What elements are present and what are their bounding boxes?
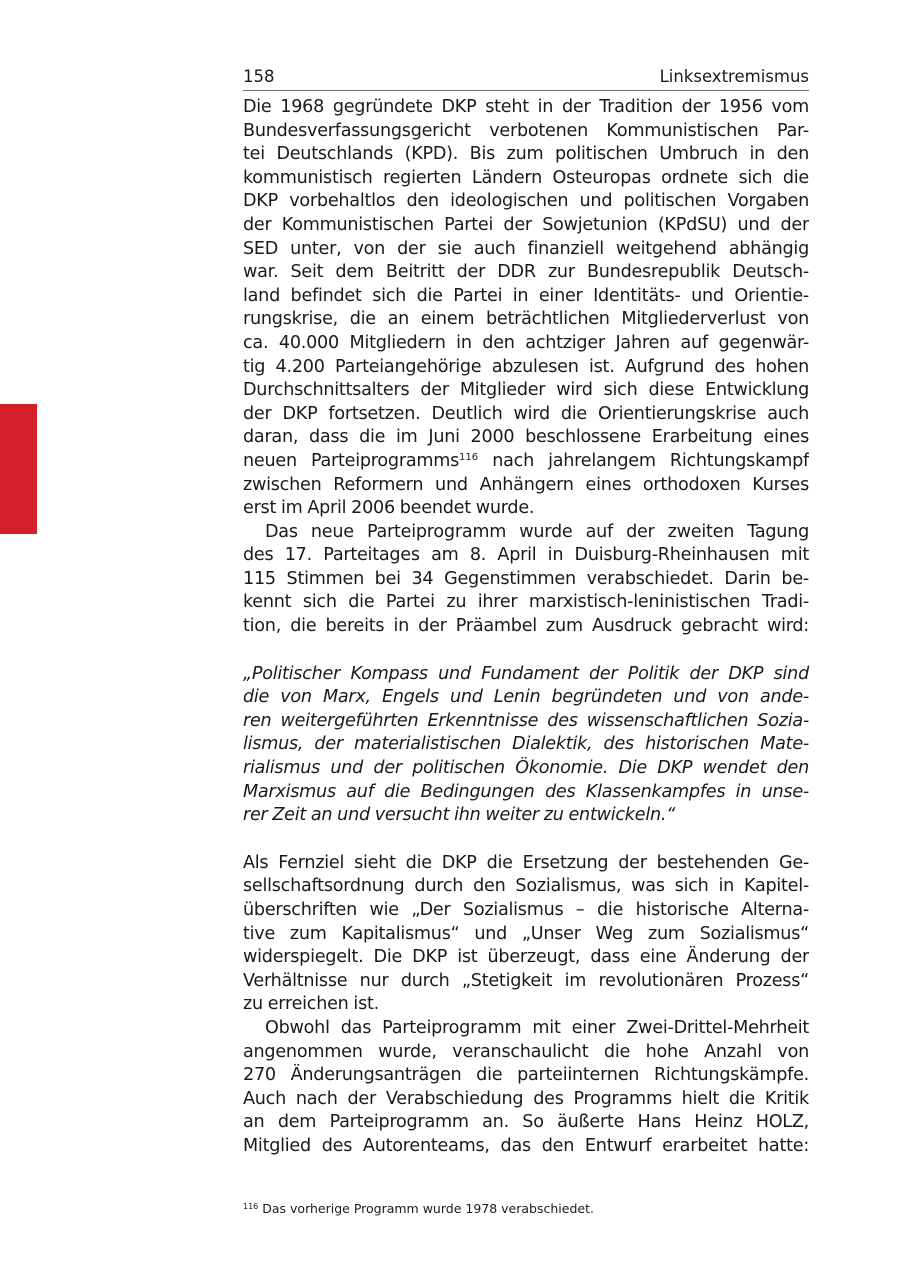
quote-line: ren weitergeführten Erkenntnisse des wissenschaftlichen Sozia- [243,710,809,731]
text-line: rungskrise, die an einem beträchtlichen Mitgliederverlust von [243,309,809,330]
text-line: an dem Parteiprogramm an. So äußerte Hans Heinz HOLZ, [243,1112,809,1133]
text-line: Durchschnittsalters der Mitglieder wird sich diese Entwicklung [243,380,809,401]
text-line: land befindet sich die Partei in einer Identitäts- und Orientie- [243,285,809,306]
paragraph-2 [243,521,809,639]
text-line: tive zum Kapitalismus“ und „Unser Weg zum Sozialismus“ [243,923,809,944]
quote-line: lismus, der materialistischen Dialektik, des historischen Mate- [243,734,809,755]
text-line: Obwohl das Parteiprogramm mit einer Zwei-Drittel-Mehrheit [265,1017,809,1038]
text-line: des 17. Parteitages am 8. April in Duisburg-Rheinhausen mit [243,545,809,566]
text-line: Das neue Parteiprogramm wurde auf der zweiten Tagung [265,521,809,542]
quote-line: „Politischer Kompass und Fundament der Politik der DKP sind [243,663,809,684]
text-line: angenommen wurde, veranschaulicht die hohe Anzahl von [243,1041,809,1062]
text-line-with-footnote [243,450,809,474]
chapter-marker-tab [0,404,37,534]
text-line: kommunistisch regierten Ländern Osteuropas ordnete sich die [243,167,809,188]
quote-line: Marxismus auf die Bedingungen des Klassenkampfes in unse- [243,781,809,802]
paragraph-4 [243,1017,809,1159]
paragraph-1 [243,96,809,521]
text-line: widerspiegelt. Die DKP ist überzeugt, dass eine Änderung der [243,947,809,968]
quote-line: rialismus und der politischen Ökonomie. Die DKP wendet den [243,758,809,779]
text-line: DKP vorbehaltlos den ideologischen und politischen Vorgaben [243,191,809,212]
paragraph-3 [243,852,809,1017]
text-line: der Kommunistischen Partei der Sowjetunion (KPdSU) und der [243,214,809,235]
text-line: SED unter, von der sie auch finanziell weitgehend abhängig [243,238,809,259]
footnote-text: Das vorherige Programm wurde 1978 verabschiedet. [258,1201,594,1216]
page-header [243,66,809,91]
text-line: daran, dass die im Juni 2000 beschlossene Erarbeitung eines [243,427,809,448]
text-line: erst im April 2006 beendet wurde. [243,498,535,519]
body-text [243,96,809,1159]
text-line: Die 1968 gegründete DKP steht in der Tradition der 1956 vom [243,97,809,117]
text-line: ca. 40.000 Mitgliedern in den achtziger Jahren auf gegenwär- [243,332,809,353]
text-line: Verhältnisse nur durch „Stetigkeit im revolutionären Prozess“ [243,970,809,991]
footnote [243,1201,594,1217]
text-line: überschriften wie „Der Sozialismus – die historische Alterna- [243,900,809,920]
text-line: war. Seit dem Beitritt der DDR zur Bundesrepublik Deutsch- [243,262,809,283]
quote-line: die von Marx, Engels und Lenin begründeten und von ande- [243,687,809,708]
running-title: Linksextremismus [659,67,809,86]
text-segment: nach jahrelangem Richtungskampf [478,450,809,471]
quote-line: rer Zeit an und versucht ihn weiter zu entwickeln.“ [243,805,676,826]
footnote-reference[interactable]: 116 [459,451,479,463]
text-line: sellschaftsordnung durch den Sozialismus, was sich in Kapitel- [243,876,809,897]
text-line: Bundesverfassungsgericht verbotenen Kommunistischen Par- [243,120,809,141]
text-line: 270 Änderungsanträgen die parteiinternen Richtungskämpfe. [243,1065,809,1086]
text-segment: neuen Parteiprogramms [243,450,460,471]
footnote-number: 116 [243,1202,259,1211]
text-line: zwischen Reformern und Anhängern eines orthodoxen Kurses [243,474,809,495]
text-line: Auch nach der Verabschiedung des Programms hielt die Kritik [243,1088,809,1109]
page-number: 158 [243,67,275,86]
text-line: tig 4.200 Parteiangehörige abzulesen ist. Aufgrund des hohen [243,356,809,377]
text-line: kennt sich die Partei zu ihrer marxistisch-leninistischen Tradi- [243,592,809,613]
text-line: der DKP fortsetzen. Deutlich wird die Orientierungskrise auch [243,403,809,424]
text-line: Mitglied des Autorenteams, das den Entwurf erarbeitet hatte: [243,1135,809,1156]
text-line: zu erreichen ist. [243,994,379,1015]
text-line: Als Fernziel sieht die DKP die Ersetzung der bestehenden Ge- [243,852,809,873]
text-line: tei Deutschlands (KPD). Bis zum politischen Umbruch in den [243,144,809,165]
block-quote [243,663,809,828]
text-line: 115 Stimmen bei 34 Gegenstimmen verabschiedet. Darin be- [243,568,809,589]
text-line: tion, die bereits in der Präambel zum Ausdruck gebracht wird: [243,616,809,637]
